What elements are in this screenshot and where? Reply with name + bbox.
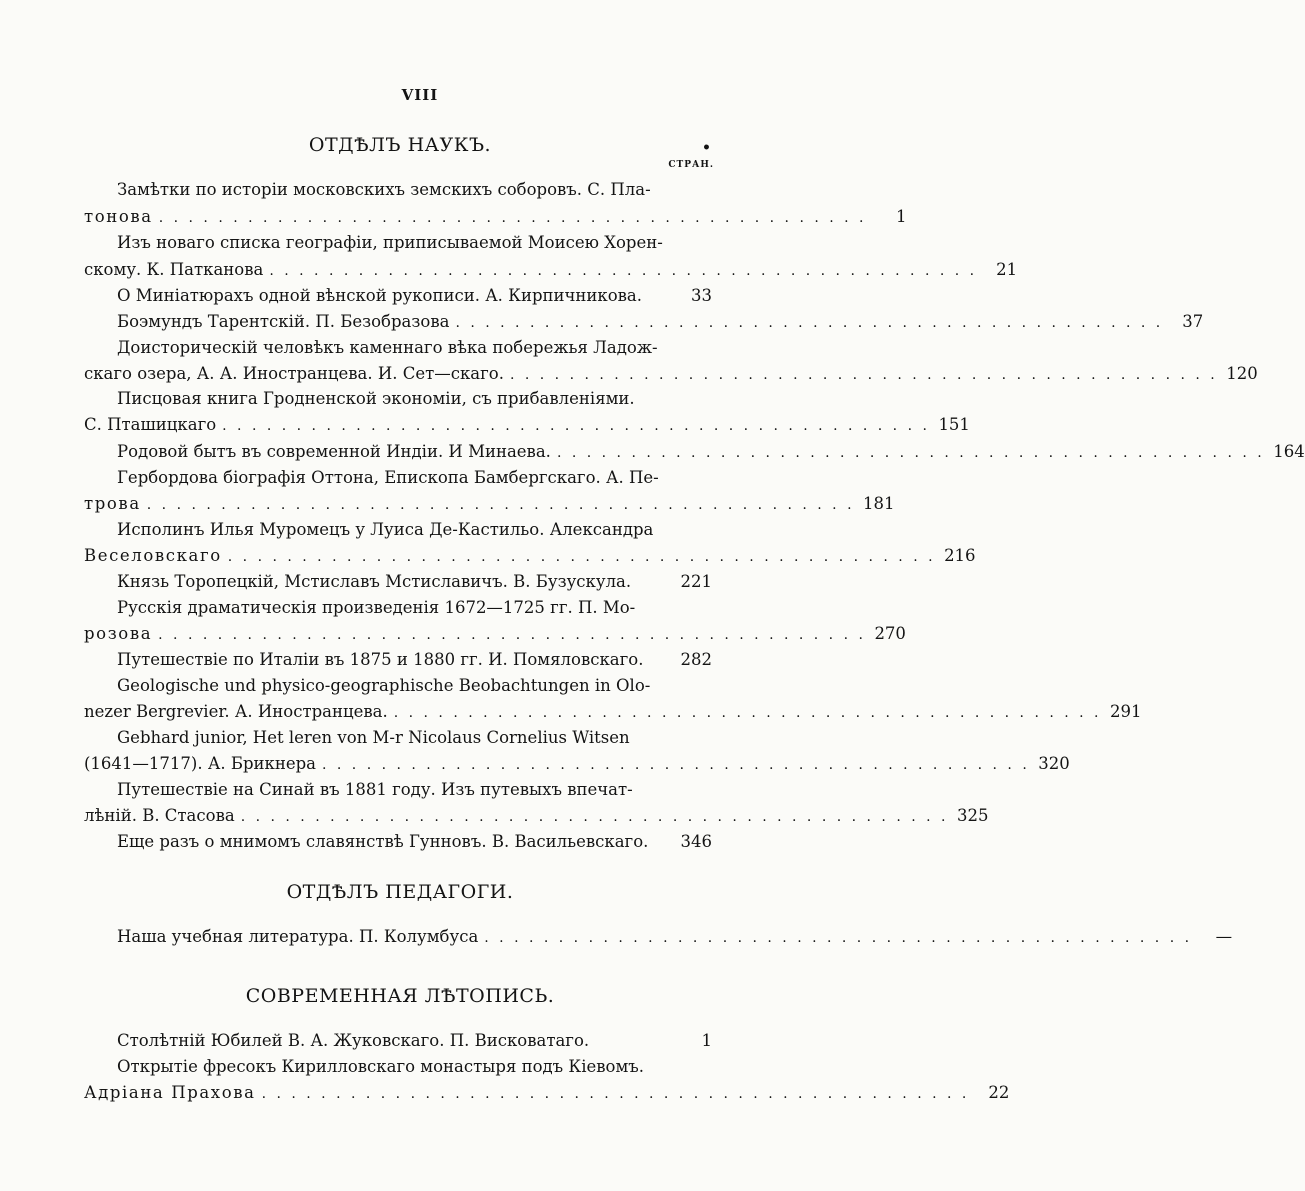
toc-entry-text: Gebhard junior, Het leren von M-r Nicolaus Cornelius Witsen [117, 728, 630, 747]
toc-entry-text: трова [84, 494, 141, 513]
toc-entry-text: Родовой бытъ въ современной Индіи. И Минаева. [117, 442, 551, 461]
toc-entry-text: Geologische und physico-geographische Beobachtungen in Olo- [117, 676, 651, 695]
dot-leader: . . . . . . . . . . . . . . . . . . . . . . . . . . . . . . . . . . . . . . . . . . . . . . . . [146, 497, 855, 513]
toc-page-number: 216 [944, 546, 976, 565]
toc-line [84, 310, 1204, 334]
toc-entry-text: nezer Bergrevier. А. Иностранцева. [84, 702, 388, 721]
toc-entry-text: Веселовскаго [84, 546, 222, 565]
toc-entry-text: Столѣтній Юбилей В. А. Жуковскаго. П. Висковатаго. [117, 1031, 590, 1050]
toc-page-number: 221 [680, 572, 712, 591]
toc-line [84, 258, 1018, 282]
toc-line [84, 492, 895, 516]
toc-line [84, 570, 712, 594]
toc-page-number: 33 [691, 286, 712, 305]
toc-line [84, 336, 712, 360]
dot-leader: . . . . . . . . . . . . . . . . . . . . . . . . . . . . . . . . . . . . . . . . . . . . . . . . [261, 1086, 970, 1102]
toc-entry-text: Боэмундъ Тарентскій. П. Безобразова [117, 312, 450, 331]
toc-page-number: 37 [1182, 312, 1204, 331]
toc-entry-text: скому. К. Патканова [84, 260, 264, 279]
toc-line [84, 804, 989, 828]
toc-entry-text: Изъ новаго списка географіи, приписываемой Моисею Хорен- [117, 233, 663, 252]
toc-entry-text: О Миніатюрахъ одной вѣнской рукописи. А. Кирпичникова. [117, 286, 643, 305]
toc-line [84, 544, 976, 568]
dot-leader: . . . . . . . . . . . . . . . . . . . . . . . . . . . . . . . . . . . . . . . . . . . . . . . . [509, 367, 1218, 383]
toc-page-number: 282 [680, 650, 712, 669]
toc-entry-text: Открытіе фресокъ Кирилловскаго монастыря подъ Кіевомъ. [117, 1057, 645, 1076]
toc-line [84, 387, 712, 411]
toc-entry-text: Замѣтки по исторіи московскихъ земскихъ соборовъ. С. Пла- [117, 180, 651, 199]
toc-page-number: 291 [1110, 702, 1142, 721]
dot-leader: . . . . . . . . . . . . . . . . . . . . . . . . . . . . . . . . . . . . . . . . . . . . . . . . [227, 549, 936, 565]
toc-line [84, 231, 712, 255]
toc-page-number: 1 [701, 1031, 712, 1050]
toc-line [84, 1029, 712, 1053]
toc-entry-text: Исполинъ Илья Муромецъ у Луиса Де-Кастильо. Александра [117, 520, 654, 539]
toc-line [84, 830, 712, 854]
dot-leader: . . . . . . . . . . . . . . . . . . . . . . . . . . . . . . . . . . . . . . . . . . . . . . . . [455, 315, 1164, 331]
toc-entry-text: Путешествіе по Италіи въ 1875 и 1880 гг. И. Помяловскаго. [117, 650, 644, 669]
toc-line [84, 700, 1142, 724]
toc-entry-text: Наша учебная литература. П. Колумбуса [117, 927, 479, 946]
toc-entry-text: Путешествіе на Синай въ 1881 году. Изъ путевыхъ впечат- [117, 780, 633, 799]
page-number: VIII [401, 86, 439, 104]
toc-page-number: 320 [1038, 754, 1070, 773]
toc-page-number: — [1215, 927, 1233, 946]
toc-line [84, 674, 712, 698]
toc-line [84, 413, 970, 437]
section-title-chronicle: СОВРЕМЕННАЯ ЛѢТОПИСЬ. [245, 985, 555, 1007]
toc-page-number: 164 [1273, 442, 1305, 461]
toc-page-number: 120 [1226, 364, 1258, 383]
toc-line [84, 362, 1258, 386]
page-column-label: СТРАН. [668, 160, 714, 170]
toc-page-number: 270 [874, 624, 906, 643]
toc-entry-text: тонова [84, 207, 153, 226]
toc-line [84, 1081, 1010, 1105]
toc-page-number: 21 [996, 260, 1018, 279]
toc-page-number: 325 [956, 806, 989, 825]
toc-line [84, 726, 712, 750]
toc-entry-text: скаго озера, А. А. Иностранцева. И. Сет—скаго. [84, 364, 504, 383]
toc-entry-text: Князь Торопецкій, Мстиславъ Мстиславичъ. В. Бузускула. [117, 572, 632, 591]
toc-entry-text: С. Пташицкаго [84, 415, 217, 434]
toc-line [84, 284, 712, 308]
dot-leader: . . . . . . . . . . . . . . . . . . . . . . . . . . . . . . . . . . . . . . . . . . . . . . . . [158, 627, 866, 643]
toc-entry-text: (1641—1717). А. Брикнера [84, 754, 316, 773]
toc-entry-text: Русскія драматическія произведенія 1672—1725 гг. П. Мо- [117, 598, 636, 617]
toc-line [84, 778, 712, 802]
toc-entry-text: Еще разъ о мнимомъ славянствѣ Гунновъ. В. Васильевскаго. [117, 832, 649, 851]
toc-entry-text: Адріана Прахова [84, 1083, 256, 1102]
dot-leader: . . . . . . . . . . . . . . . . . . . . . . . . . . . . . . . . . . . . . . . . . . . . . . . . [556, 445, 1265, 461]
toc-page-number: 1 [896, 207, 907, 226]
toc-line [84, 466, 712, 490]
toc-line [84, 440, 1305, 464]
toc-line [84, 648, 712, 672]
toc-page-number: 151 [938, 415, 970, 434]
dot-leader: . . . . . . . . . . . . . . . . . . . . . . . . . . . . . . . . . . . . . . . . . . . . . . . . [322, 757, 1030, 773]
dot-leader: . . . . . . . . . . . . . . . . . . . . . . . . . . . . . . . . . . . . . . . . . . . . . . . . [222, 418, 930, 434]
toc-entry-text: Гербордова біографія Оттона, Епископа Бамбергскаго. А. Пе- [117, 468, 659, 487]
toc-line [84, 596, 712, 620]
section-title-sciences: ОТДѢЛЪ НАУКЪ. [308, 134, 492, 156]
dot-leader: . . . . . . . . . . . . . . . . . . . . . . . . . . . . . . . . . . . . . . . . . . . . . . . . [240, 809, 949, 825]
toc-line [84, 622, 906, 646]
toc-line [84, 178, 712, 202]
toc-line [84, 752, 1070, 776]
toc-entry-text: Писцовая книга Гродненской экономіи, съ прибавленіями. [117, 389, 635, 408]
toc-line [84, 925, 1233, 949]
toc-entry-text: Доисторическій человѣкъ каменнаго вѣка побережья Ладож- [117, 338, 658, 357]
dot-leader: . . . . . . . . . . . . . . . . . . . . . . . . . . . . . . . . . . . . . . . . . . . . . . . . [484, 930, 1193, 946]
dot-leader: . . . . . . . . . . . . . . . . . . . . . . . . . . . . . . . . . . . . . . . . . . . . . . . . [158, 210, 867, 226]
toc-page-number: 181 [863, 494, 895, 513]
section-title-pedagogy: ОТДѢЛЪ ПЕДАГОГИ. [286, 881, 514, 903]
toc-page-number: 346 [680, 832, 712, 851]
dot-leader: . . . . . . . . . . . . . . . . . . . . . . . . . . . . . . . . . . . . . . . . . . . . . . . . [269, 263, 978, 279]
toc-line [84, 205, 907, 229]
toc-page-number: 22 [988, 1083, 1010, 1102]
toc-line [84, 1055, 712, 1079]
bullet-mark: • [702, 140, 711, 156]
dot-leader: . . . . . . . . . . . . . . . . . . . . . . . . . . . . . . . . . . . . . . . . . . . . . . . . [393, 705, 1102, 721]
toc-entry-text: розова [84, 624, 153, 643]
toc-entry-text: лѣній. В. Стасова [84, 806, 235, 825]
toc-line [84, 518, 712, 542]
